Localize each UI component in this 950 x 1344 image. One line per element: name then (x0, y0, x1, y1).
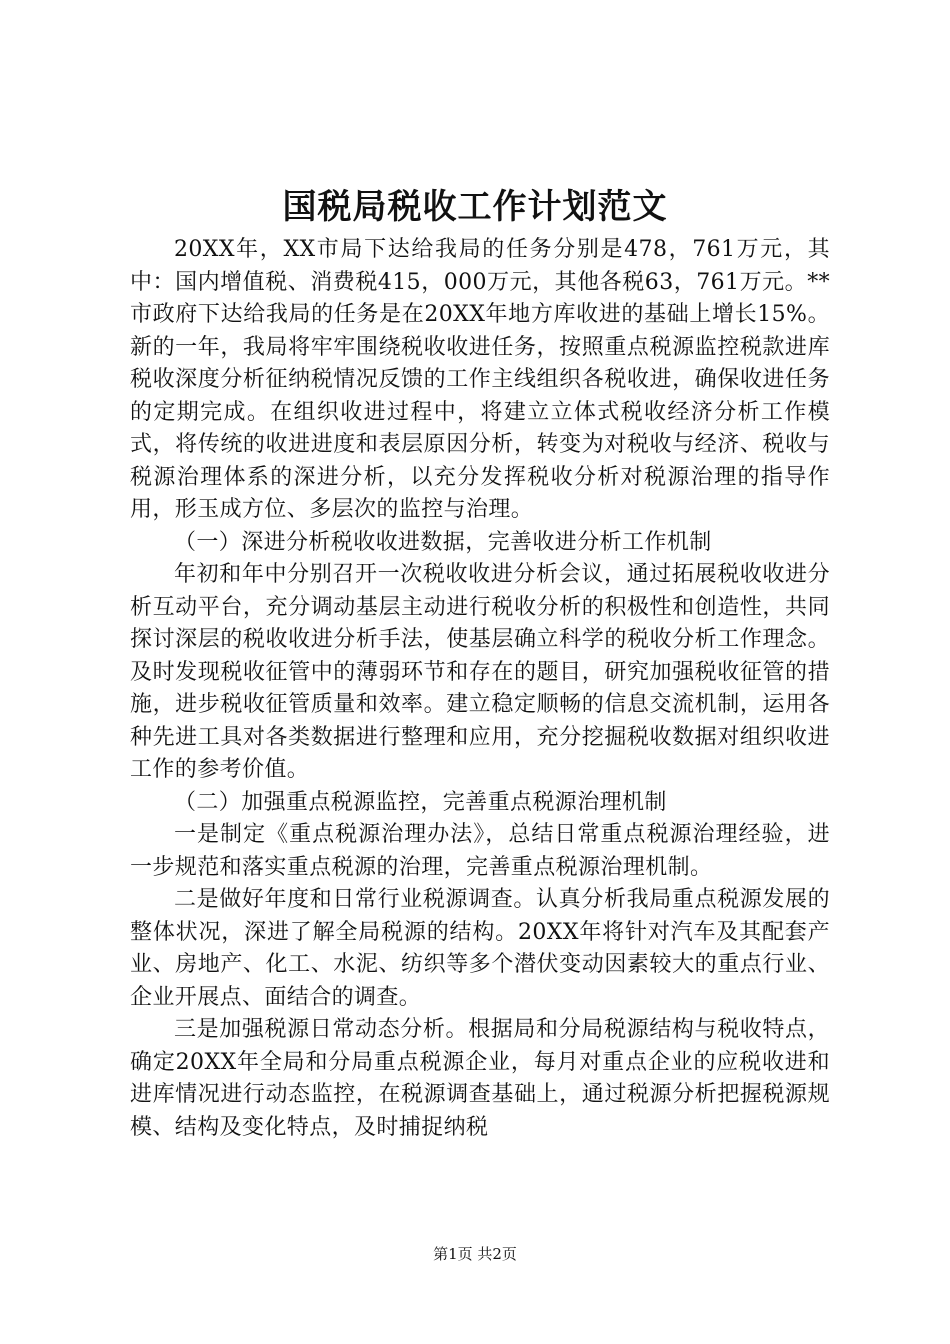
section-heading-2: （二）加强重点税源监控，完善重点税源治理机制 (174, 789, 667, 815)
paragraph-point-2: 二是做好年度和日常行业税源调查。认真分析我局重点税源发展的整体状况，深进了解全局税源的结构。20XX年将针对汽车及其配套产业、房地产、化工、水泥、纺织等多个潜伏变动因素较大的重点行业、企业开展点、面结合的调查。 (130, 887, 830, 1010)
paragraph-point-1: 一是制定《重点税源治理办法》，总结日常重点税源治理经验，进一步规范和落实重点税源的治理，完善重点税源治理机制。 (130, 822, 830, 880)
paragraph-intro: 20XX年，XX市局下达给我局的任务分别是478，761万元，其中：国内增值税、消费税415，000万元，其他各税63，761万元。**市政府下达给我局的任务是在20XX年地方库收进的基础上增长15%。新的一年，我局将牢牢围绕税收收进任务，按照重点税源监控税款进库税收深度分析征纳税情况反馈的工作主线组织各税收进，确保收进任务的定期完成。在组织收进过程中，将建立立体式税收经济分析工作模式，将传统的收进进度和表层原因分析，转变为对税收与经济、税收与税源治理体系的深进分析，以充分发挥税收分析对税源治理的指导作用，形玉成方位、多层次的监控与治理。 (130, 237, 830, 522)
document-title: 国税局税收工作计划范文 (282, 187, 668, 227)
paragraph-point-3: 三是加强税源日常动态分析。根据局和分局税源结构与税收特点，确定20XX年全局和分局重点税源企业，每月对重点企业的应税收进和进库情况进行动态监控，在税源调查基础上，通过税源分析把握税源规模、结构及变化特点，及时捕捉纳税 (130, 1017, 830, 1140)
section-heading-1: （一）深进分析税收收进数据，完善收进分析工作机制 (174, 529, 712, 555)
page-number-footer: 第1页 共2页 (433, 1245, 517, 1263)
paragraph-section-1: 年初和年中分别召开一次税收收进分析会议，通过拓展税收收进分析互动平台，充分调动基层主动进行税收分析的积极性和创造性，共同探讨深层的税收收进分析手法，使基层确立科学的税收分析工作理念。及时发现税收征管中的薄弱环节和存在的题目，研究加强税收征管的措施，进步税收征管质量和效率。建立稳定顺畅的信息交流机制，运用各种先进工具对各类数据进行整理和应用，充分挖掘税收数据对组织收进工作的参考价值。 (130, 562, 830, 782)
document-body (130, 234, 830, 1144)
